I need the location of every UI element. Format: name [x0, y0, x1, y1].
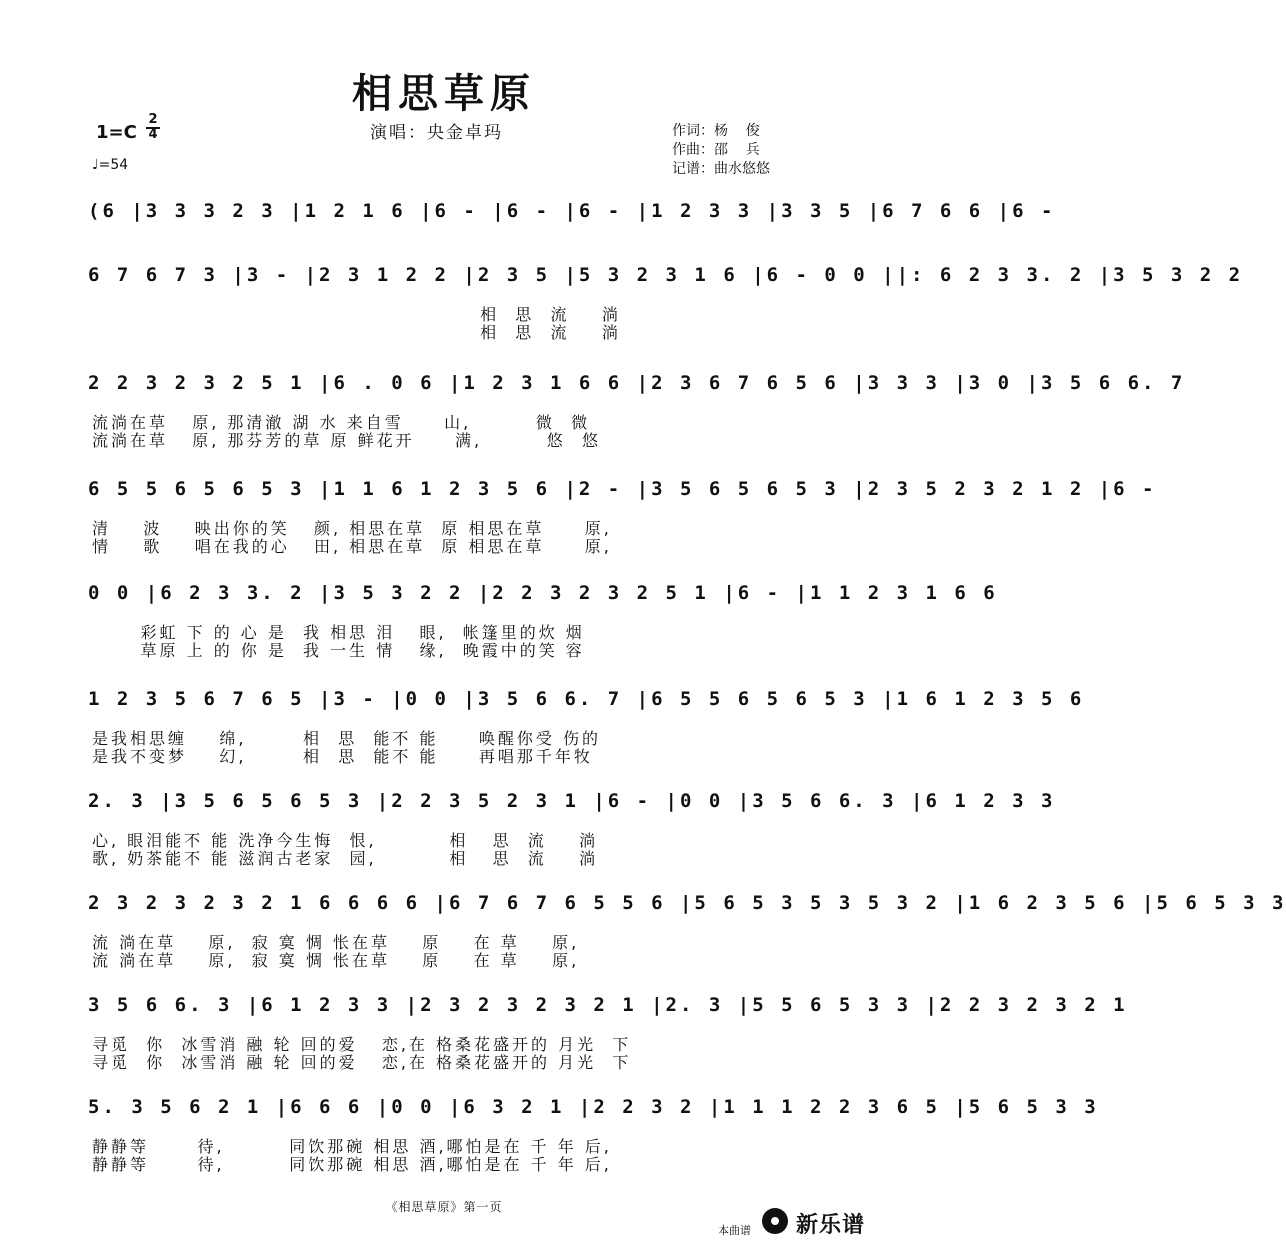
page-footer: 《相思草原》第一页: [385, 1200, 503, 1214]
lyric-line: 静静等 待, 同饮那碗 相思 酒,哪怕是在 千 年 后,: [92, 1155, 612, 1174]
lyric-line: 彩虹 下 的 心 是 我 相思 泪 眼, 帐篷里的炊 烟: [92, 623, 585, 642]
notation-row: 0 0 |6 2 3 3. 2 |3 5 3 2 2 |2 2 3 2 3 2 5 1 |6 - |1 1 2 3 1 6 6: [88, 582, 998, 604]
lyric-line: 是我相思缠 绵, 相 思 能不 能 唤醒你受 伤的: [92, 729, 601, 748]
lyric-line: 寻觅 你 冰雪消 融 轮 回的爱 恋,在 格桑花盛开的 月光 下: [92, 1035, 632, 1054]
time-signature: [146, 114, 160, 141]
lyric-line: 清 波 映出你的笑 颜, 相思在草 原 相思在草 原,: [92, 519, 612, 538]
lyric-line: 情 歌 唱在我的心 田, 相思在草 原 相思在草 原,: [92, 537, 612, 556]
lyric-line: 流 淌在草 原, 寂 寞 惆 怅在草 原 在 草 原,: [92, 951, 580, 970]
notation-row: 2 3 2 3 2 3 2 1 6 6 6 6 |6 7 6 7 6 5 5 6 |5 6 5 3 5 3 5 3 2 |1 6 2 3 5 6 |5 6 5 3 3: [88, 892, 1286, 914]
lyric-line: 流 淌在草 原, 寂 寞 惆 怅在草 原 在 草 原,: [92, 933, 580, 952]
brand-caption: 本曲谱: [718, 1224, 751, 1237]
key-signature: 1=C: [96, 122, 137, 143]
lyric-line: 相 思 流 淌: [92, 323, 621, 342]
tempo-marking: ♩=54: [92, 157, 129, 173]
notation-row: 6 7 6 7 3 |3 - |2 3 1 2 2 |2 3 5 |5 3 2 3 1 6 |6 - 0 0 ||: 6 2 3 3. 2 |3 5 3 2 2: [88, 264, 1244, 286]
lyric-line: 是我不变梦 幻, 相 思 能不 能 再唱那千年牧: [92, 747, 593, 766]
transcriber-credit: 记谱：曲水悠悠: [672, 161, 770, 177]
lyric-line: 歌, 奶茶能不 能 滋润古老家 园, 相 思 流 淌: [92, 849, 599, 868]
notation-row: 2 2 3 2 3 2 5 1 |6 . 0 6 |1 2 3 1 6 6 |2 3 6 7 6 5 6 |3 3 3 |3 0 |3 5 6 6. 7: [88, 372, 1186, 394]
composer-credit: 作曲：邵 兵: [672, 142, 760, 158]
time-denominator: 4: [148, 127, 158, 142]
notation-row: 1 2 3 5 6 7 6 5 |3 - |0 0 |3 5 6 6. 7 |6 5 5 6 5 6 5 3 |1 6 1 2 3 5 6: [88, 688, 1085, 710]
lyric-line: 静静等 待, 同饮那碗 相思 酒,哪怕是在 千 年 后,: [92, 1137, 612, 1156]
disc-logo-icon: [762, 1208, 788, 1234]
notation-row: 6 5 5 6 5 6 5 3 |1 1 6 1 2 3 5 6 |2 - |3 5 6 5 6 5 3 |2 3 5 2 3 2 1 2 |6 -: [88, 478, 1157, 500]
brand-name: 新乐谱: [796, 1213, 866, 1238]
lyric-line: 流淌在草 原, 那芬芳的草 原 鲜花开 满, 悠 悠: [92, 431, 601, 450]
lyric-line: 草原 上 的 你 是 我 一生 情 缘, 晚霞中的笑 容: [92, 641, 585, 660]
lyric-line: 流淌在草 原, 那清澈 湖 水 来自雪 山, 微 微: [92, 413, 591, 432]
notation-row: (6 |3 3 3 2 3 |1 2 1 6 |6 - |6 - |6 - |1 2 3 3 |3 3 5 |6 7 6 6 |6 -: [88, 200, 1056, 222]
credits-block: [672, 122, 770, 179]
notation-row: 3 5 6 6. 3 |6 1 2 3 3 |2 3 2 3 2 3 2 1 |2. 3 |5 5 6 5 3 3 |2 2 3 2 3 2 1: [88, 994, 1128, 1016]
lyric-line: 相 思 流 淌: [92, 305, 621, 324]
notation-row: 2. 3 |3 5 6 5 6 5 3 |2 2 3 5 2 3 1 |6 - |0 0 |3 5 6 6. 3 |6 1 2 3 3: [88, 790, 1056, 812]
time-numerator: 2: [146, 114, 160, 129]
notation-row: 5. 3 5 6 2 1 |6 6 6 |0 0 |6 3 2 1 |2 2 3 2 |1 1 1 2 2 3 6 5 |5 6 5 3 3: [88, 1096, 1099, 1118]
singer-credit: 演唱：央金卓玛: [370, 123, 503, 143]
lyric-line: 寻觅 你 冰雪消 融 轮 回的爱 恋,在 格桑花盛开的 月光 下: [92, 1053, 632, 1072]
song-title: 相思草原: [352, 70, 536, 117]
lyricist-credit: 作词：杨 俊: [672, 123, 760, 139]
lyric-line: 心, 眼泪能不 能 洗净今生悔 恨, 相 思 流 淌: [92, 831, 599, 850]
